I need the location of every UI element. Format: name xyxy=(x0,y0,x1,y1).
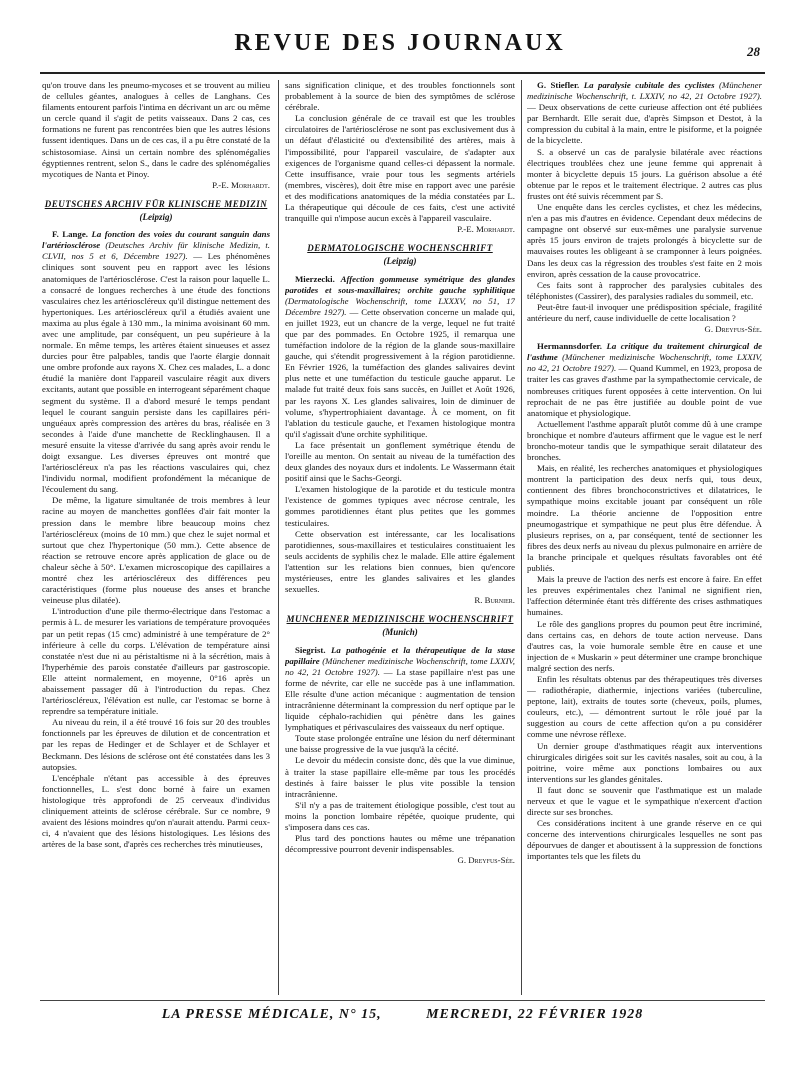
signature: G. Dreyfus-Sée. xyxy=(704,324,762,335)
paragraph: Ces considérations incitent à une grande réserve en ce qui concerne des interventions chirurgicales lesquelles ne sont pas dépourvues de danger et aboutissent à la suppression de fonctions importantes tels que les filets du xyxy=(527,818,762,862)
paragraph: Mais la preuve de l'action des nerfs est encore à faire. En effet les preuves expérimentales chez l'animal ne signifient rien, l'affection déterminée étant très différente des crises asthmatiques humaines. xyxy=(527,574,762,618)
article-lead xyxy=(527,80,762,147)
paragraph: Actuellement l'asthme apparaît plutôt comme dû à une crampe bronchique et nombre d'auteurs affirment que le vague est le nerf broncho-moteur tandis que le sympathique serait dilatateur des bronches. xyxy=(527,418,762,463)
article-source: (Deutsches Archiv für klinische Medizin, t. CLVII, nos 5 et 6, Décembre 1927). xyxy=(42,240,270,262)
article-title: La critique du traitement chirurgical de l'asthme xyxy=(527,341,762,363)
column-divider xyxy=(521,80,522,995)
paragraph: L'introduction d'une pile thermo-électrique dans l'estomac a permis à L. de mesurer les variations de température provoquées par un petit repas (15 cmc) administré à une température de 2° inférieure à celle du corps. L'élévation de température ainsi constatée n'est due ni au péristaltisme ni à la sécrétion, mais à l'hyperhémie des parois constatée d'ailleurs par gastroscopie. Elle atteint normalement, en moyenne, 0°16 après un abaissement passager dû à l'introduction du repas. Chez l'artérioscléreux, l'élévation est nulle, car l'estomac se borne à reprendre sa température initiale. xyxy=(42,606,270,717)
journal-city: (Munich) xyxy=(382,627,418,638)
article-title: Affection gommeuse symétrique des glandes parotides et sous-maxillaires; orchite gauche syphilitique xyxy=(285,273,515,295)
paragraph: qu'on trouve dans les pneumo-mycoses et se trouvent au milieu de cellules géantes, analogues à celles de Langhans. Ces filaments entourent parfois l'intima en décrivant un arc ou même un cercle quand il s'agit de petits vaisseaux. Dans 2 cas, ces formations ne furent pas rencontrées bien que les autres lésions fussent identiques. Dans un de ces cas, il a pu être constaté de la schistosomiase. Ainsi un certain nombre des splénomégalies égyptiennes rentrent, selon S., dans le cadre des splénomégalies mycotiques de Nanta et Pinoy. xyxy=(42,80,270,179)
article-lead xyxy=(285,645,515,734)
article-title: La paralysie cubitale des cyclistes xyxy=(583,80,715,90)
paragraph: S'il n'y a pas de traitement étiologique possible, c'est tout au moins la ponction lombaire répétée, quoique prudente, qui s'imposera dans ces cas. xyxy=(285,799,515,832)
page-number: 28 xyxy=(747,44,760,59)
paragraph: L'encéphale n'étant pas accessible à des épreuves fonctionnelles, L. s'est donc borné à faire un examen histologique très approfondi de 25 cerveaux d'individus cliniquement atteints de sclérose cérébrale. Sur ce nombre, 9 avaient des lésions moindres qu'on n'aurait attendu. Parmi ceux-ci, 4 n'avaient que des lésions histologiques. Les lésions des artères de la base sont, d'après ces recherches très minutieuses, xyxy=(42,772,270,850)
paragraph: La face présentait un gonflement symétrique étendu de l'oreille au menton. On sentait au niveau de la tuméfaction des deux glandes des noyaux durs et indolents. Le Wassermann était positif ainsi que le Sachs-Georgi. xyxy=(285,439,515,484)
paragraph: L'examen histologique de la parotide et du testicule montra l'existence de gommes typiques avec nécrose centrale, les gommes parotidiennes étant plus petites que les gommes testiculaires. xyxy=(285,484,515,528)
article-title: La pathogénie et la thérapeutique de la stase papillaire xyxy=(285,644,515,666)
column-1 xyxy=(42,80,270,988)
signature: G. Dreyfus-Sée. xyxy=(457,855,515,866)
journal-city: (Leipzig) xyxy=(383,256,417,267)
paragraph: Un dernier groupe d'asthmatiques réagit aux interventions chirurgicales dirigées soit sur les cavités nasales, soit au cou, à la poitrine, voire même aux ponctions lombaires ou aux interventions sur les glandes génitales. xyxy=(527,740,762,784)
paragraph: — Quand Kummel, en 1923, proposa de traiter les cas graves d'asthme par la sympathectomie cervicale, de nombreuses critiques furent opposées à cette intervention. On lui reprochait de ne pas être justifiée au double point de vue anatomique et physiologique. xyxy=(527,363,762,418)
paragraph: Toute stase prolongée entraîne une lésion du nerf déterminant une baisse progressive de la vue jusqu'à la cécité. xyxy=(285,733,515,755)
paragraph: Il faut donc se souvenir que l'asthmatique est un malade nerveux et que le vague et le sympathique n'exercent d'action directe sur ses bronches. xyxy=(527,784,762,818)
article-author: Hermannsdorfer. xyxy=(537,341,602,352)
page-footer xyxy=(40,1000,765,1023)
article-lead xyxy=(42,229,270,495)
article-source: (Münchener medizinische Wochenschrift, tome LXXIV, no 42, 21 Octobre 1927). xyxy=(527,352,762,374)
article-source: (Münchener medizinische Wochenschrift, tome LXXIV, no 42, 21 Octobre 1927). xyxy=(285,655,515,677)
journal-section-title: MUNCHENER MEDIZINISCHE WOCHENSCHRIFT xyxy=(286,614,514,625)
paragraph: Enfin les résultats obtenus par des thérapeutiques très diverses — radiothérapie, diathermie, injections variées (tuberculine, peptone, lait), extraits de toutes sorte (cheveux, poils, plumes, couleurs, etc.), — démontrent surtout le rôle joué par la suggestion au cours de cette affection qu'on a pu considérer comme une névrose réflexe. xyxy=(527,673,762,740)
paragraph: Cette observation est intéressante, car les localisations parotidiennes, sous-maxillaires et testiculaires constituaient les seuls accidents de syphilis chez le malade. Elle attire également l'attention sur les relations bien connues, bien qu'encore mystérieuses, entre les glandes salivaires et les glandes sexuelles. xyxy=(285,528,515,595)
footer-date: MERCREDI, 22 FÉVRIER 1928 xyxy=(426,1007,644,1022)
article-author: Mierzecki. xyxy=(295,273,335,284)
article-source: (Münchener medizinische Wochenschrift, t. LXXIV, no 42, 21 Octobre 1927). xyxy=(527,80,762,102)
running-title: REVUE DES JOURNAUX xyxy=(234,30,566,56)
paragraph: Une enquête dans les cercles cyclistes, et chez les médecins, n'en a pas mis d'autres en évidence. Cependant deux médecins de campagne ont observé sur eux-mêmes une paralysie survenue après 15 jours environ de trajets prolongés à bicyclette sur de mauvaises routes les obligeant à se cramponner à leurs poignées. Dans les deux cas la régression des troubles s'est faite en 2 mois environ, après cessation de la cause provocatrice. xyxy=(527,202,762,279)
paragraph: — Les phénomènes cliniques sont souvent peu en rapport avec les lésions anatomiques de l'artériosclérose. C'est la raison pour laquelle L. a consacré de longues recherches à une étude des fonctions vasculaires chez les artérioscléreux qu'il distingue nettement des hypertoniques. Les artérioscléreux qu'il a étudiés avaient une maxima au plus égale à 130 mm., la minima avoisinant 60 mm. avec une amplitude, par conséquent, un peu supérieure à la normale. En même temps, les artères étaient sinueuses et assez durcies pour être palpables, tandis que l'aorte élargie donnait une ombre profonde aux rayons X. Chez ces malades, L. a donc étudié la manière dont l'appareil vasculaire réagit aux divers excitants, autant que possible en interrogeant séparément chaque segment du système. Il a d'abord mesuré le temps pendant lequel le courant sanguin persiste dans les capillaires péri-unguéaux après compression des artères du bras, réalisée en 3 secondes à l'aide d'une manchette de Recklinghausen. Il a mesuré ensuite la vitesse d'arrivée du sang après avoir rendu le doigt exsangue. Les diverses épreuves ont montré que l'artérioscléreux n'a pas les réactions vasculaires qui, chez l'individu normal, modifient profondément la mécanique de l'écoulement du sang. xyxy=(42,251,270,495)
column-2 xyxy=(285,80,515,988)
paragraph: — Cette observation concerne un malade qui, en juillet 1923, eut un chancre de la verge, lequel ne fut traité que par des pommades. En Octobre 1925, il remarqua une tuméfaction indolore de la région de la glande sous-maxillaire gauche, qui s'étendit progressivement à la région parotidienne. En Février 1926, la tuméfaction des glandes salivaires devint plus nette et une tuméfaction du testicule gauche apparut. Le malade fut traité deux fois sans succès, en Juillet et Août 1926, par les rayons X. Les glandes salivaires, loin de diminuer de volume, s'hypertrophiaient davantage. À ce moment, on fit l'ablation du testicule gauche, et l'examen histologique montra qu'il s'agissait d'une orchite syphilitique. xyxy=(285,306,515,439)
signature: P.-E. Morhardt. xyxy=(212,179,270,190)
paragraph: Plus tard des ponctions hautes ou même une trépanation décompressive pourront devenir indispensables. xyxy=(285,833,515,855)
paragraph: — La stase papillaire n'est pas une forme de névrite, car elle ne succède pas à une inflammation. Elle résulte d'une action mécanique : augmentation de tension intracrânienne déterminant la compression du nerf optique par le liquide céphalo-rachidien qui pénètre dans les gaines lymphatiques et périvasculaires des vaisseaux du nerf optique. xyxy=(285,666,515,733)
article-lead xyxy=(285,274,515,440)
article-author: G. Stiefler. xyxy=(537,80,580,90)
paragraph: De même, la ligature simultanée de trois membres à leur racine au moyen de manchettes gonflées d'air fait monter la pression dans le membre libre beaucoup moins chez l'artérioscléreux (moins de 10 mm.) que chez le sujet normal et surtout que chez l'hypertonique (50 mm.). Cette absence de réaction se retrouve encore après application de glace ou de chaleur sèche à 50°. L'examen microscopique des capillaires a montré chez les artérioscléreux des différences peu caractéristiques (forme plus noueuse des anses et branche veineuse plus dilatée). xyxy=(42,495,270,606)
column-divider xyxy=(278,80,279,995)
article-lead xyxy=(527,341,762,419)
paragraph: La conclusion générale de ce travail est que les troubles circulatoires de l'artériosclérose ne sont pas exclusivement dus à un défaut d'élasticité ou d'extensibilité des artères, mais à l'impossibilité, pour l'appareil vasculaire, de s'adapter aux exigences de l'organisme quand celles-ci dépassent la normale. Cette insuffisance, vraie pour tous les segments artériels (membres, viscères), doit être mise en rapport avec une parésie et des modifications anatomiques de la média constatées par L. La thérapeutique qui découle de ces faits, c'est une activité tranquille qui n'impose aucun excès à l'appareil vasculaire. xyxy=(285,113,515,224)
paragraph: Le devoir du médecin consiste donc, dès que la vue diminue, à traiter la stase papillaire elle-même par tous les procédés destinés à faire baisser le plus vite possible la tension intracrânienne. xyxy=(285,755,515,799)
signature: R. Burnier. xyxy=(474,595,515,606)
journal-section-title: DEUTSCHES ARCHIV FÜR KLINISCHE MEDIZIN xyxy=(44,198,268,209)
article-author: F. Lange. xyxy=(52,229,88,240)
paragraph: S. a observé un cas de paralysie bilatérale avec réactions électriques troublées chez une jeune femme qui apprenait à monter à bicyclette depuis 15 jours. La guérison absolue a été obtenue par le repos et le traitement électrique. 2 autres cas plus frustes ont été suivis récemment par S. xyxy=(527,146,762,201)
paragraph: Mais, en réalité, les recherches anatomiques et physiologiques montrent la participation des deux nerfs qui, tous deux, contiennent des fibres bronchoconstrictives et dilatatrices, le sympathique moins excitable jouant par conséquent un rôle moindre. La théorie ancienne de l'opposition entre pneumogastrique et sympathique ne peut plus être défendue. À plusieurs reprises, on a, par conséquent, tenté de sectionner les fibres des deux nerfs au niveau du plexus pulmonaire en arrière de la branche principale et quelques résultats favorables ont été publiés. xyxy=(527,463,762,574)
paragraph: sans signification clinique, et des troubles fonctionnels sont probablement à la source de bien des symptômes de sclérose cérébrale. xyxy=(285,80,515,113)
journal-city: (Leipzig) xyxy=(139,212,173,223)
article-title: La fonction des voies du courant sanguin dans l'artériosclérose xyxy=(42,229,270,251)
article-source: (Dermatologische Wochenschrift, tome LXXXV, no 51, 17 Décembre 1927). xyxy=(285,295,515,317)
footer-journal: LA PRESSE MÉDICALE, N° 15, xyxy=(161,1007,382,1022)
header-rule xyxy=(40,72,765,74)
paragraph: Au niveau du rein, il a été trouvé 16 fois sur 20 des troubles fonctionnels par les épreuves de dilution et de concentration et par les repas de Hedinger et de Schlayer et de Schlayer et Beckmann. Des lésions de sclérose ont été constatées dans les 3 autopsies. xyxy=(42,717,270,772)
signature: P.-E. Morhardt. xyxy=(457,224,515,235)
paragraph: Ces faits sont à rapprocher des paralysies cubitales des téléphonistes (Cassirer), des paralysies radiales du sommeil, etc. xyxy=(527,279,762,301)
paragraph: Peut-être faut-il invoquer une prédisposition spéciale, fragilité antérieure du nerf, cause individuelle de cette localisation ? xyxy=(527,301,762,323)
article-author: Siegrist. xyxy=(295,644,326,655)
paragraph: Le rôle des ganglions propres du poumon peut être incriminé, dans certains cas, en dehors de toute action nerveuse. Dans d'autres cas, la voie humorale semble être en cause et une injection de « Muskarin » peut déterminer une crampe bronchique malgré section des nerfs. xyxy=(527,618,762,673)
paragraph: — Deux observations de cette curieuse affection ont été publiées par Bernhardt. Elle serait due, d'après Simpson et Destot, à la compression du cubital à la main, entre le pisiforme, et la poignée de la bicyclette. xyxy=(527,102,762,146)
column-3 xyxy=(527,80,762,988)
journal-section-title: DERMATOLOGISCHE WOCHENSCHRIFT xyxy=(307,243,493,254)
